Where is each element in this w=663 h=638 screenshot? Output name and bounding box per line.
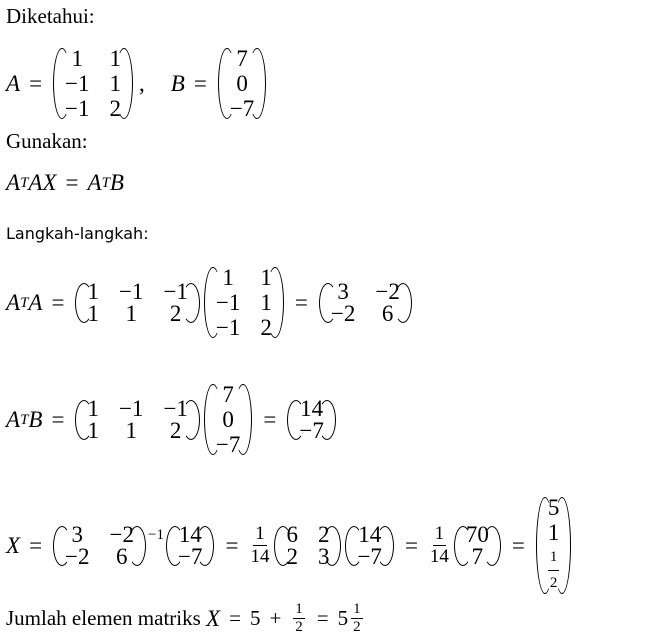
heading-given: Diketahui: xyxy=(6,4,95,28)
summary-line: Jumlah elemen matriks X = 5 + $\frac{1}{2}$ = 5 $\frac{1}{2}$ xyxy=(6,601,366,636)
matrix-cell: 2 xyxy=(169,300,182,326)
step-X: X = 3 −2 −2 6 −1 14 −7 = $\frac{1}{14}$ 6 2 2 3 14 −7 = $\frac{1}{14}$ 70 7 = 5 1 $\frac{1}{2}$ xyxy=(6,495,573,596)
matrix-cell: 3 xyxy=(337,278,349,304)
matrix-cell: 6 xyxy=(116,543,128,569)
var-B: B xyxy=(170,70,185,96)
matrix-cell: 7 xyxy=(471,543,484,569)
matrix-B xyxy=(203,382,253,457)
matrix-cell: −1 xyxy=(118,278,144,304)
matrix-cell: 2 xyxy=(169,417,182,443)
matrix-cell: 2 xyxy=(109,96,122,121)
matrix-result: 5 1 $\frac{1}{2}$ xyxy=(535,495,573,596)
matrix-cell: 1 xyxy=(222,265,234,290)
matrix-cell: 14 xyxy=(358,521,382,547)
matrix-AT xyxy=(74,278,200,326)
matrix-cell: −1 xyxy=(163,395,188,421)
matrix-cell: 1 xyxy=(109,46,122,71)
matrix-cell: −1 xyxy=(65,71,90,96)
matrix-cell: 1 xyxy=(71,46,84,71)
matrix-cell: 7 xyxy=(236,46,248,71)
matrix-ATB xyxy=(344,521,394,569)
matrix-cell: −2 xyxy=(330,300,356,326)
matrix-cell: −2 xyxy=(375,278,400,304)
matrix-cell: 3 xyxy=(71,521,84,547)
matrix-cell: 1 xyxy=(125,300,137,326)
scalar-fraction: $\frac{1}{14}$ xyxy=(250,523,270,567)
matrix-cell: 1 xyxy=(260,290,272,315)
matrix-cell: −1 xyxy=(215,290,241,315)
matrix-cell: 1 xyxy=(109,71,122,96)
matrix-cell: 2 xyxy=(286,543,298,569)
matrix-ATB xyxy=(286,395,336,443)
matrix-A xyxy=(203,265,285,340)
matrix-cell: −1 xyxy=(163,278,188,304)
matrix-cell: −1 xyxy=(215,315,241,340)
matrix-cell: 1 xyxy=(87,278,99,304)
matrix-cell: 0 xyxy=(222,407,234,432)
matrix-cell: −1 xyxy=(118,395,144,421)
scalar-fraction: $\frac{1}{14}$ xyxy=(429,523,449,567)
matrix-cell: 2 xyxy=(260,315,272,340)
heading-use: Gunakan: xyxy=(6,129,88,153)
matrix-cell: 0 xyxy=(236,71,248,96)
matrix-cell: −7 xyxy=(357,543,382,569)
normal-equation: A T A X = A T B xyxy=(6,170,124,195)
matrix-ATA xyxy=(52,521,147,569)
matrix-ATB xyxy=(165,521,215,569)
matrix-B xyxy=(217,46,267,121)
matrix-A xyxy=(52,46,134,121)
given-equation: A = 1 1 −1 1 −1 2 , B = 7 0 −7 xyxy=(6,46,268,121)
summary-fraction: $\frac{1}{2}$ xyxy=(295,601,303,635)
step-ATB: A T B = 1 −1 −1 1 1 2 7 0 −7 = 14 −7 xyxy=(6,382,338,457)
var-A: A xyxy=(6,70,21,96)
matrix-cell: −2 xyxy=(65,543,90,569)
heading-steps: Langkah-langkah: xyxy=(6,224,149,243)
matrix-cell: 1 xyxy=(125,417,137,443)
result-half: $\frac{1}{2}$ xyxy=(548,545,560,596)
matrix-cell: 3 xyxy=(317,543,330,569)
matrix-cell: −7 xyxy=(177,543,203,569)
matrix-cell: 2 xyxy=(317,521,330,547)
matrix-cell: 14 xyxy=(178,521,202,547)
matrix-cell: 1 xyxy=(87,300,99,326)
matrix-cell: 70 xyxy=(465,521,489,547)
matrix-cell: −7 xyxy=(229,96,255,121)
matrix-adj xyxy=(273,521,342,569)
matrix-AT xyxy=(74,395,200,443)
step-ATA: A T A = 1 −1 −1 1 1 2 1 1 −1 1 −1 2 = 3 −2 −2 6 xyxy=(6,265,414,340)
matrix-prod xyxy=(453,521,502,569)
matrix-cell: 1 xyxy=(260,265,272,290)
matrix-ATA xyxy=(318,278,413,326)
matrix-cell: −7 xyxy=(215,432,241,457)
matrix-cell: 6 xyxy=(286,521,298,547)
summary-mixed-number: 5 $\frac{1}{2}$ xyxy=(337,601,361,635)
matrix-cell: −7 xyxy=(299,417,324,443)
matrix-cell: −2 xyxy=(109,521,135,547)
matrix-cell: 1 xyxy=(87,417,99,443)
matrix-cell: 7 xyxy=(222,382,234,407)
matrix-cell: 6 xyxy=(381,300,394,326)
matrix-cell: 14 xyxy=(300,395,324,421)
matrix-cell: 1 xyxy=(87,395,99,421)
matrix-cell: −1 xyxy=(65,96,90,121)
